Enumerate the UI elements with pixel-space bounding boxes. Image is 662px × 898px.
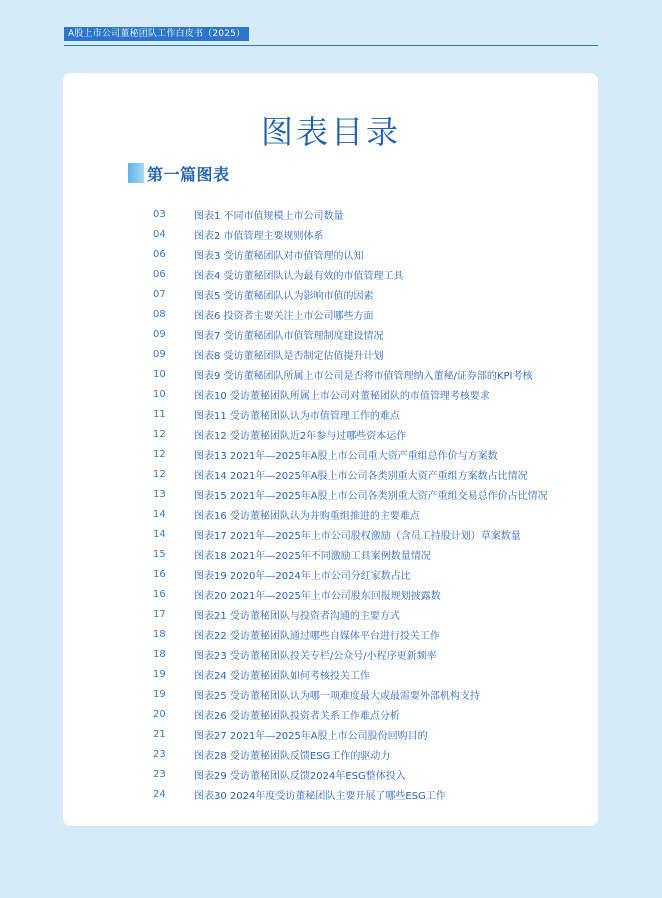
- toc-page-number: 17: [153, 608, 166, 620]
- toc-entry[interactable]: [150, 504, 580, 524]
- toc-page-number: 16: [153, 588, 166, 600]
- toc-page-number: 18: [153, 628, 166, 640]
- toc-figure-title: 图表15 2021年—2025年A股上市公司各类别重大资产重组交易总作价占比情况: [194, 490, 548, 502]
- toc-page-number: 20: [153, 708, 166, 720]
- toc-entry[interactable]: [150, 664, 580, 684]
- toc-entry[interactable]: [150, 344, 580, 364]
- toc-figure-title: 图表5 受访董秘团队认为影响市值的因素: [194, 290, 374, 302]
- toc-page-number: 07: [153, 288, 166, 300]
- toc-figure-title: 图表20 2021年—2025年上市公司股东回报规划披露数: [194, 590, 441, 602]
- toc-entry[interactable]: [150, 324, 580, 344]
- toc-entry[interactable]: [150, 224, 580, 244]
- toc-page-number: 12: [153, 468, 166, 480]
- toc-figure-title: 图表19 2020年—2024年上市公司分红家数占比: [194, 570, 411, 582]
- toc-figure-title: 图表8 受访董秘团队是否制定估值提升计划: [194, 350, 384, 362]
- toc-entry[interactable]: [150, 764, 580, 784]
- toc-entry[interactable]: [150, 724, 580, 744]
- toc-page-number: 06: [153, 248, 166, 260]
- toc-page-number: 18: [153, 648, 166, 660]
- section-accent-bar: [128, 163, 144, 183]
- toc-page-number: 09: [153, 348, 166, 360]
- toc-figure-title: 图表14 2021年—2025年A股上市公司各类别重大资产重组方案数占比情况: [194, 470, 528, 482]
- toc-entry[interactable]: [150, 584, 580, 604]
- toc-figure-title: 图表9 受访董秘团队所属上市公司是否将市值管理纳入董秘/证券部的KPI考核: [194, 370, 533, 382]
- toc-figure-title: 图表22 受访董秘团队通过哪些自媒体平台进行投关工作: [194, 630, 440, 642]
- toc-figure-title: 图表27 2021年—2025年A股上市公司股份回购目的: [194, 730, 428, 742]
- toc-figure-title: 图表12 受访董秘团队近2年参与过哪些资本运作: [194, 430, 407, 442]
- toc-page-number: 14: [153, 528, 166, 540]
- toc-figure-title: 图表17 2021年—2025年上市公司股权激励（含员工持股计划）草案数量: [194, 530, 521, 542]
- toc-entry[interactable]: [150, 544, 580, 564]
- toc-figure-title: 图表1 不同市值规模上市公司数量: [194, 210, 344, 222]
- toc-page-number: 09: [153, 328, 166, 340]
- toc-page-number: 10: [153, 368, 166, 380]
- toc-entry[interactable]: [150, 284, 580, 304]
- toc-entry[interactable]: [150, 604, 580, 624]
- toc-page-number: 08: [153, 308, 166, 320]
- toc-page-number: 04: [153, 228, 166, 240]
- toc-page-number: 12: [153, 428, 166, 440]
- toc-figure-title: 图表24 受访董秘团队如何考核投关工作: [194, 670, 370, 682]
- toc-figure-title: 图表18 2021年—2025年不同激励工具案例数量情况: [194, 550, 431, 562]
- toc-page-number: 21: [153, 728, 166, 740]
- toc-entry[interactable]: [150, 684, 580, 704]
- toc-entry[interactable]: [150, 244, 580, 264]
- toc-figure-title: 图表21 受访董秘团队与投资者沟通的主要方式: [194, 610, 400, 622]
- toc-figure-title: 图表16 受访董秘团队认为并购重组推进的主要难点: [194, 510, 420, 522]
- toc-page-number: 11: [153, 408, 166, 420]
- toc-entry[interactable]: [150, 464, 580, 484]
- toc-page-number: 13: [153, 488, 166, 500]
- toc-page-number: 03: [153, 208, 166, 220]
- header-divider: [64, 45, 598, 46]
- toc-entry[interactable]: [150, 264, 580, 284]
- toc-page-number: 24: [153, 788, 166, 800]
- toc-page-number: 23: [153, 768, 166, 780]
- toc-figure-title: 图表7 受访董秘团队市值管理制度建设情况: [194, 330, 384, 342]
- toc-figure-title: 图表10 受访董秘团队所属上市公司对董秘团队的市值管理考核要求: [194, 390, 490, 402]
- section-title: 第一篇图表: [147, 164, 230, 184]
- toc-page-number: 06: [153, 268, 166, 280]
- toc-figure-title: 图表30 2024年度受访董秘团队主要开展了哪些ESG工作: [194, 790, 446, 802]
- toc-page-number: 19: [153, 668, 166, 680]
- toc-figure-title: 图表6 投资者主要关注上市公司哪些方面: [194, 310, 374, 322]
- toc-figure-title: 图表29 受访董秘团队反馈2024年ESG整体投入: [194, 770, 406, 782]
- toc-figure-title: 图表3 受访董秘团队对市值管理的认知: [194, 250, 364, 262]
- figure-list: [150, 204, 580, 804]
- toc-entry[interactable]: [150, 304, 580, 324]
- toc-entry[interactable]: [150, 424, 580, 444]
- toc-figure-title: 图表25 受访董秘团队认为哪一项难度最大或最需要外部机构支持: [194, 690, 480, 702]
- toc-entry[interactable]: [150, 644, 580, 664]
- toc-entry[interactable]: [150, 384, 580, 404]
- toc-entry[interactable]: [150, 564, 580, 584]
- toc-entry[interactable]: [150, 744, 580, 764]
- toc-figure-title: 图表23 受访董秘团队投关专栏/公众号/小程序更新频率: [194, 650, 437, 662]
- toc-entry[interactable]: [150, 204, 580, 224]
- toc-entry[interactable]: [150, 444, 580, 464]
- toc-page-number: 10: [153, 388, 166, 400]
- toc-figure-title: 图表11 受访董秘团队认为市值管理工作的难点: [194, 410, 400, 422]
- toc-figure-title: 图表26 受访董秘团队投资者关系工作难点分析: [194, 710, 400, 722]
- toc-entry[interactable]: [150, 624, 580, 644]
- toc-page-number: 15: [153, 548, 166, 560]
- toc-page-number: 14: [153, 508, 166, 520]
- toc-entry[interactable]: [150, 524, 580, 544]
- page-title: 图表目录: [260, 113, 401, 152]
- toc-page-number: 12: [153, 448, 166, 460]
- toc-entry[interactable]: [150, 484, 580, 504]
- toc-entry[interactable]: [150, 364, 580, 384]
- section-heading: [128, 162, 230, 184]
- report-title-tag: A股上市公司董秘团队工作白皮书（2025）: [64, 27, 249, 41]
- toc-figure-title: 图表28 受访董秘团队反馈ESG工作的驱动力: [194, 750, 391, 762]
- toc-figure-title: 图表4 受访董秘团队认为最有效的市值管理工具: [194, 270, 404, 282]
- toc-figure-title: 图表13 2021年—2025年A股上市公司重大资产重组总作价与方案数: [194, 450, 498, 462]
- toc-page-number: 23: [153, 748, 166, 760]
- toc-figure-title: 图表2 市值管理主要规则体系: [194, 230, 324, 242]
- toc-entry[interactable]: [150, 704, 580, 724]
- toc-entry[interactable]: [150, 784, 580, 804]
- toc-page-number: 19: [153, 688, 166, 700]
- toc-entry[interactable]: [150, 404, 580, 424]
- toc-page-number: 16: [153, 568, 166, 580]
